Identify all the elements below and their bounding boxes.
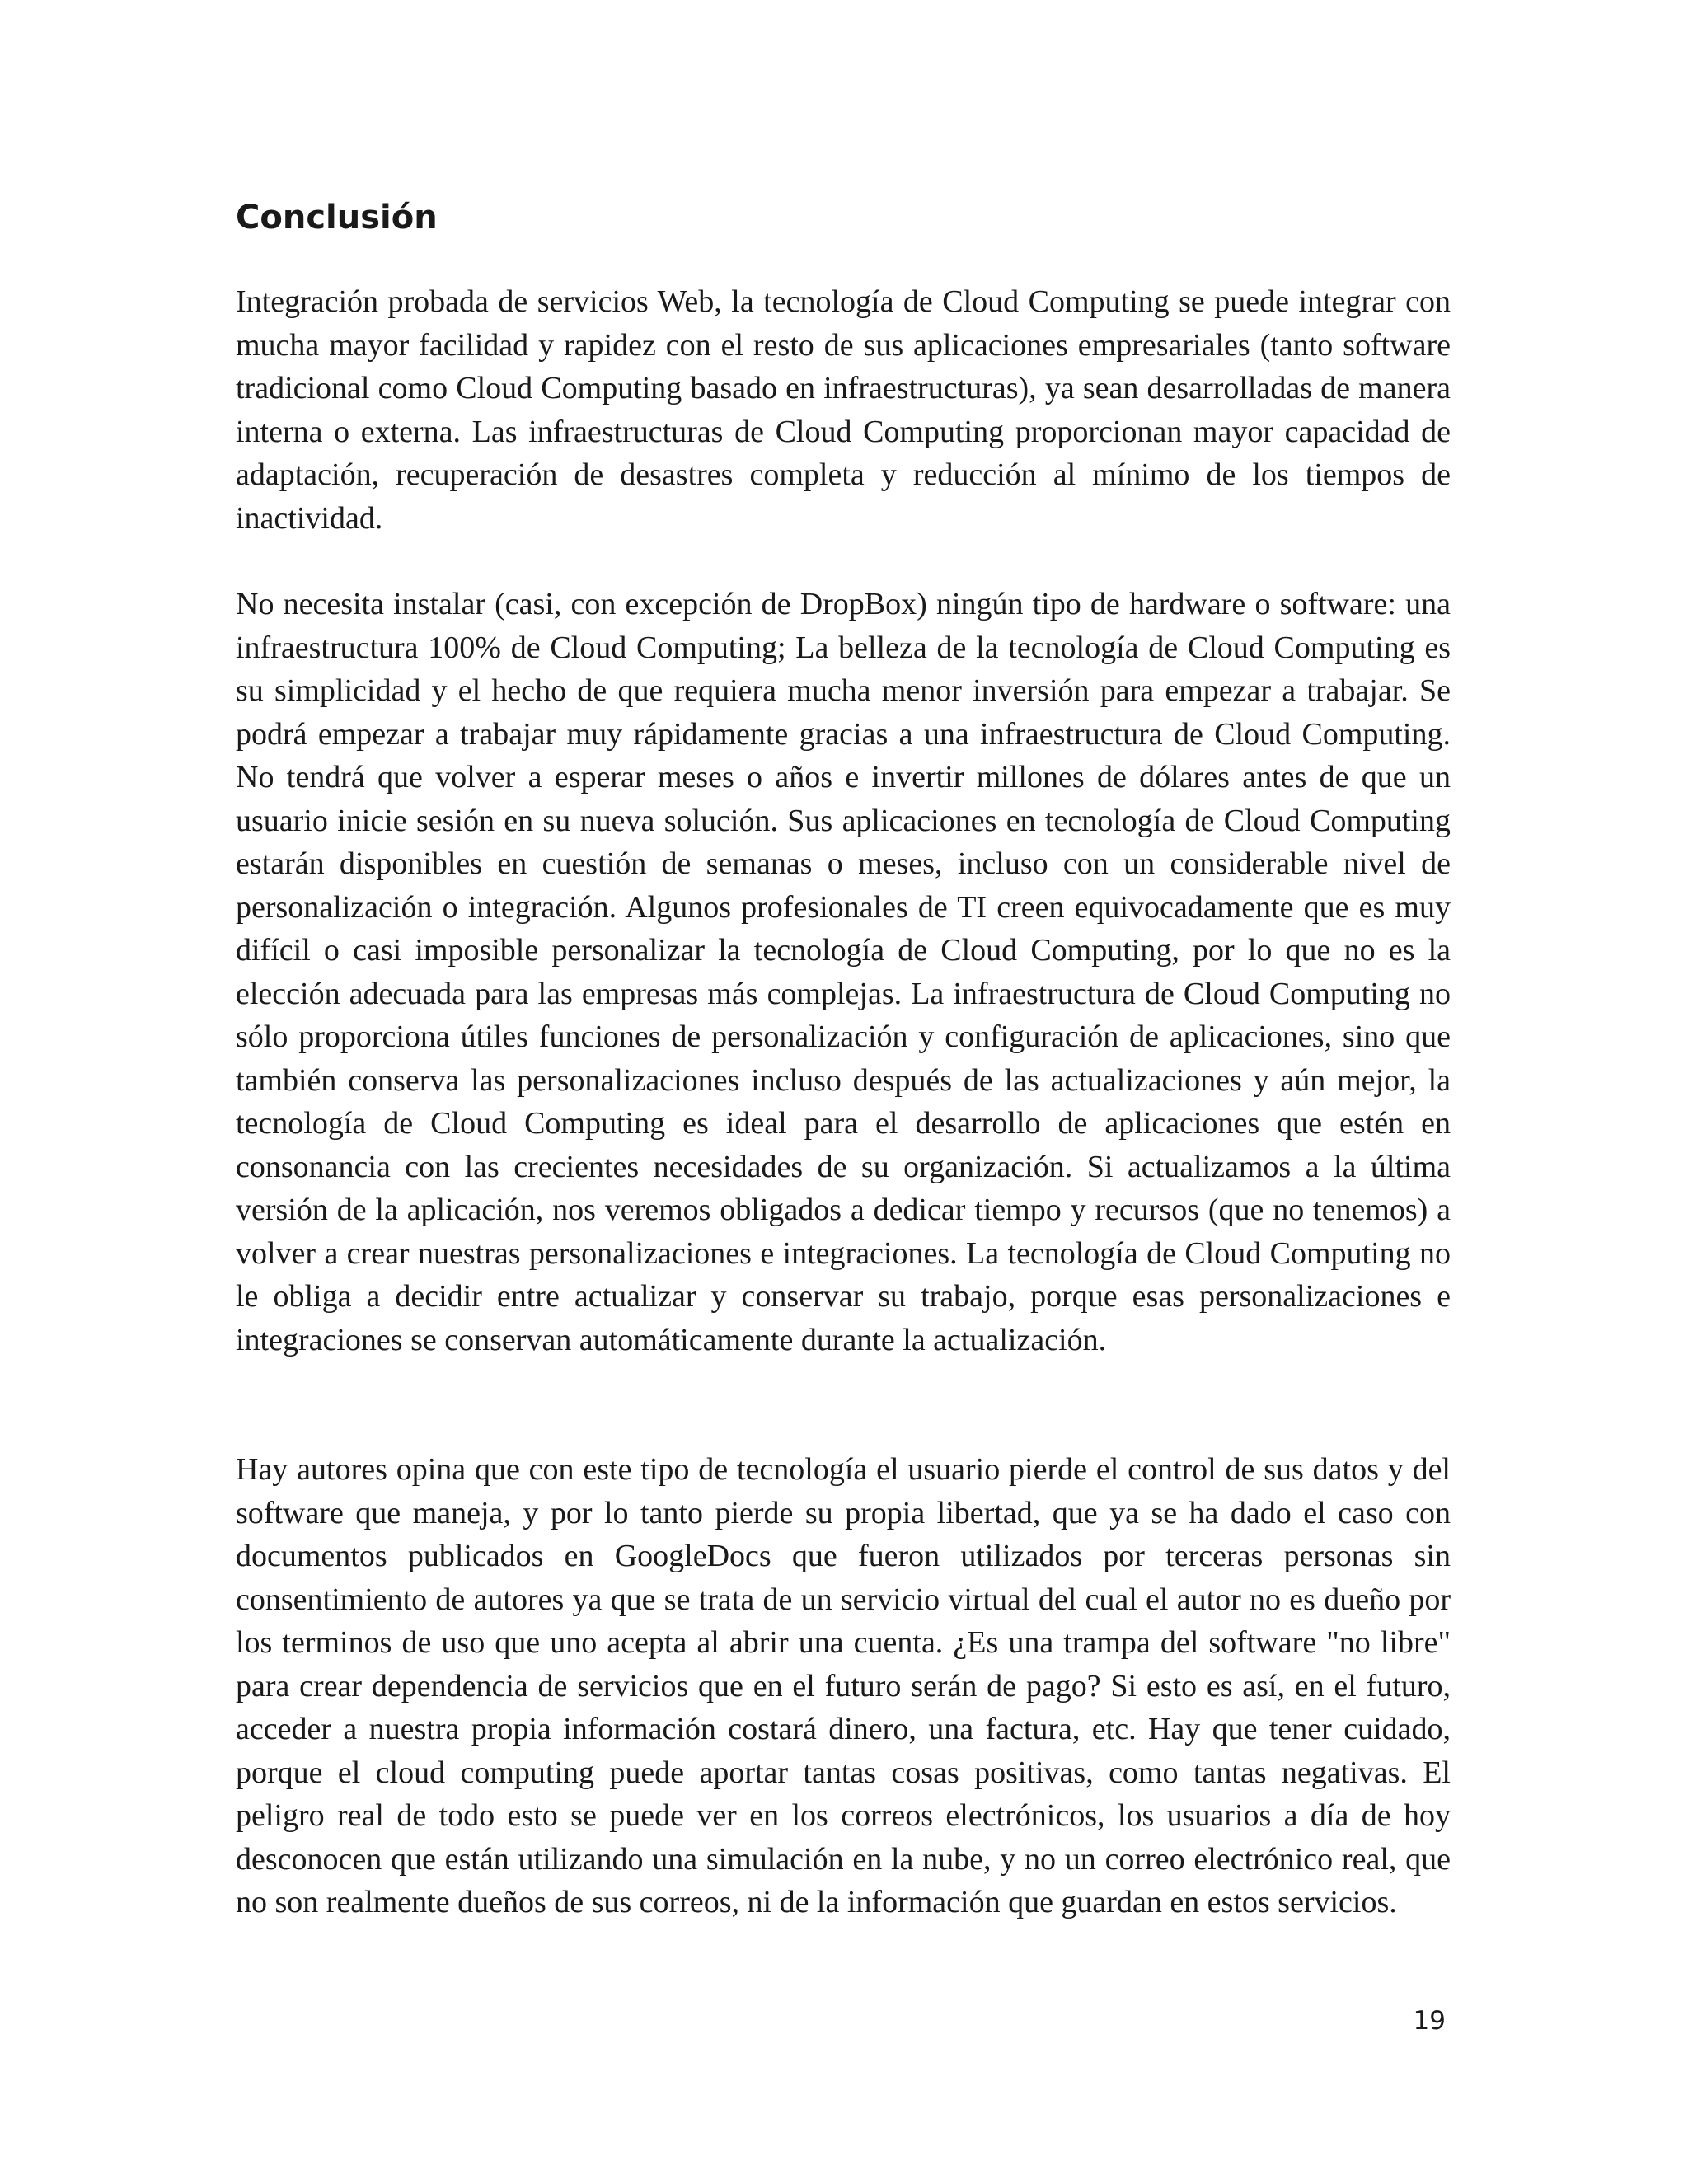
page-number: 19 bbox=[1413, 2006, 1446, 2036]
paragraph-2: No necesita instalar (casi, con excepción de DropBox) ningún tipo de hardware o software: una infraestructura 100% de Cloud Computing; La belleza de la tecnología de Cloud Computing es su simplicidad y el hecho de que requiera mucha menor inversión para empezar a trabajar. Se podrá empezar a trabajar muy rápidamente gracias a una infraestructura de Cloud Computing. No tendrá que volver a esperar meses o años e invertir millones de dólares antes de que un usuario inicie sesión en su nueva solución. Sus aplicaciones en tecnología de Cloud Computing estarán disponibles en cuestión de semanas o meses, incluso con un considerable nivel de personalización o integración. Algunos profesionales de TI creen equivocadamente que es muy difícil o casi imposible personalizar la tecnología de Cloud Computing, por lo que no es la elección adecuada para las empresas más complejas. La infraestructura de Cloud Computing no sólo proporciona útiles funciones de personalización y configuración de aplicaciones, sino que también conserva las personalizaciones incluso después de las actualizaciones y aún mejor, la tecnología de Cloud Computing es ideal para el desarrollo de aplicaciones que estén en consonancia con las crecientes necesidades de su organización. Si actualizamos a la última versión de la aplicación, nos veremos obligados a dedicar tiempo y recursos (que no tenemos) a volver a crear nuestras personalizaciones e integraciones. La tecnología de Cloud Computing no le obliga a decidir entre actualizar y conservar su trabajo, porque esas personalizaciones e integraciones se conservan automáticamente durante la actualización. bbox=[236, 587, 1451, 1357]
paragraph-3: Hay autores opina que con este tipo de tecnología el usuario pierde el control de sus datos y del software que maneja, y por lo tanto pierde su propia libertad, que ya se ha dado el caso con documentos publicados en GoogleDocs que fueron utilizados por terceras personas sin consentimiento de autores ya que se trata de un servicio virtual del cual el autor no es dueño por los terminos de uso que uno acepta al abrir una cuenta. ¿Es una trampa del software "no libre" para crear dependencia de servicios que en el futuro serán de pago? Si esto es así, en el futuro, acceder a nuestra propia información costará dinero, una factura, etc. Hay que tener cuidado, porque el cloud computing puede aportar tantas cosas positivas, como tantas negativas. El peligro real de todo esto se puede ver en los correos electrónicos, los usuarios a día de hoy desconocen que están utilizando una simulación en la nube, y no un correo electrónico real, que no son realmente dueños de sus correos, ni de la información que guardan en estos servicios. bbox=[236, 1452, 1451, 1919]
section-heading: Conclusión bbox=[236, 199, 438, 237]
paragraph-1: Integración probada de servicios Web, la tecnología de Cloud Computing se puede integrar con mucha mayor facilidad y rapidez con el resto de sus aplicaciones empresariales (tanto software tradicional como Cloud Computing basado en infraestructuras), ya sean desarrolladas de manera interna o externa. Las infraestructuras de Cloud Computing proporcionan mayor capacidad de adaptación, recuperación de desastres completa y reducción al mínimo de los tiempos de inactividad. bbox=[236, 284, 1451, 536]
